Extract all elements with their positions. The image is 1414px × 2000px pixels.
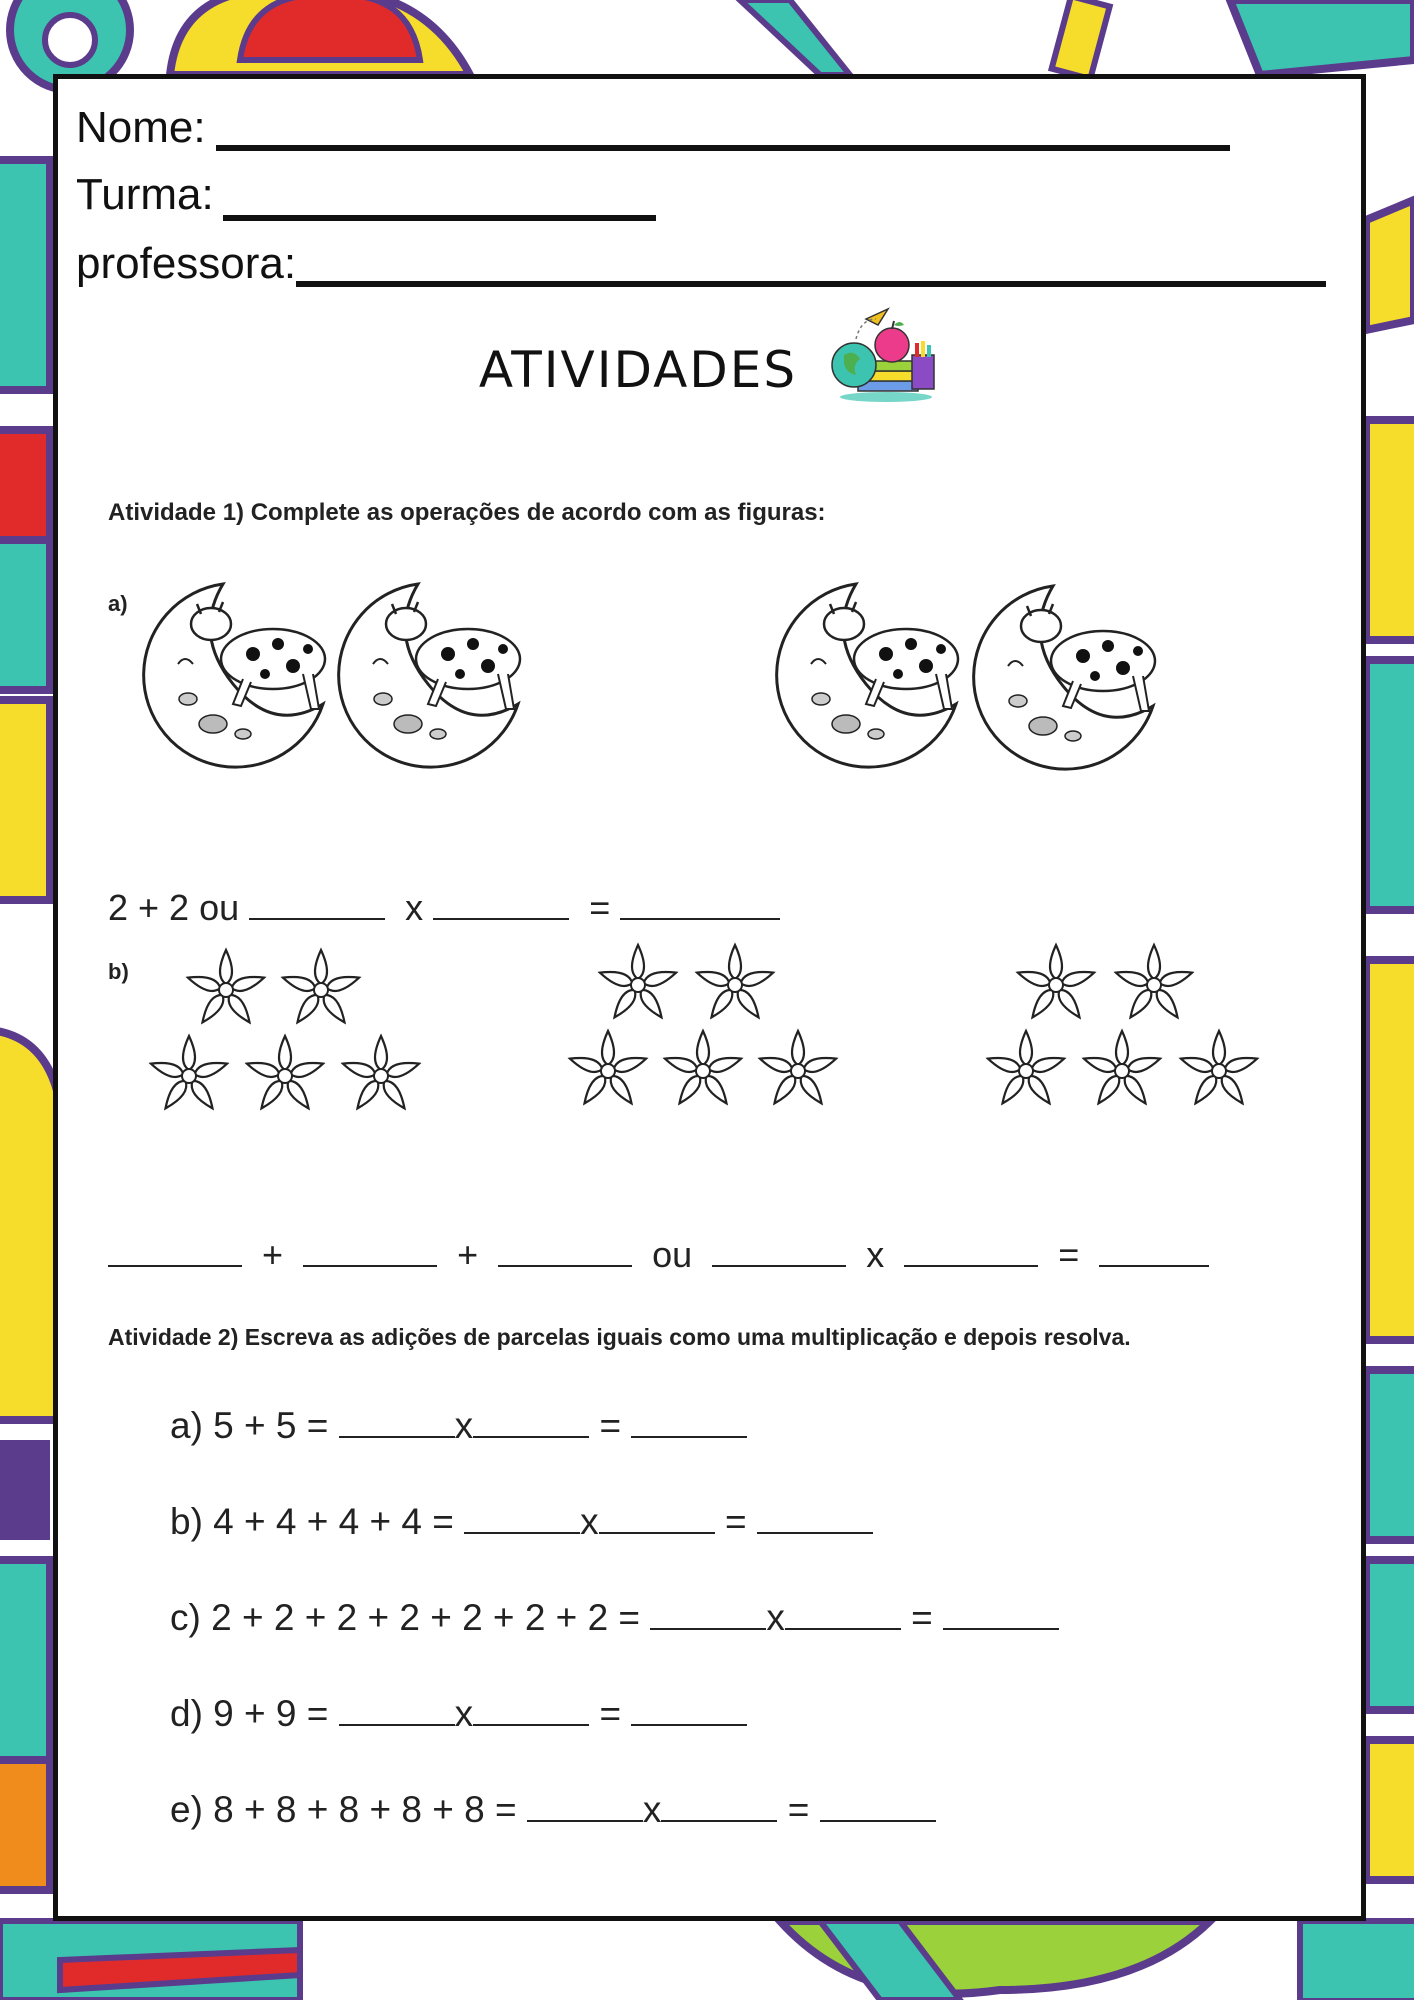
item-a-text: a) 5 + 5 = xyxy=(170,1405,329,1446)
item-b-blank-2[interactable] xyxy=(599,1502,715,1534)
class-label: Turma: xyxy=(76,170,214,219)
b-blank-6[interactable] xyxy=(1099,1235,1209,1267)
a-eq-start: 2 + 2 ou xyxy=(108,887,240,928)
b-equals: = xyxy=(1058,1234,1080,1275)
b-times: x xyxy=(866,1234,885,1275)
page-title: ATIVIDADES xyxy=(478,341,798,399)
item-a-blank-2[interactable] xyxy=(473,1406,589,1438)
activity1-b-label: b) xyxy=(108,959,129,984)
name-label: Nome: xyxy=(76,103,206,152)
activity2-item-d xyxy=(170,1693,747,1735)
item-e-equals: = xyxy=(787,1789,810,1830)
item-d-blank-2[interactable] xyxy=(473,1694,589,1726)
b-blank-3[interactable] xyxy=(498,1235,632,1267)
b-blank-2[interactable] xyxy=(303,1235,437,1267)
activity2-item-a xyxy=(170,1405,747,1447)
item-c-blank-3[interactable] xyxy=(943,1598,1059,1630)
item-c-blank-1[interactable] xyxy=(650,1598,766,1630)
a-blank-2[interactable] xyxy=(433,888,569,920)
item-a-blank-1[interactable] xyxy=(339,1406,455,1438)
a-times: x xyxy=(405,887,424,928)
activity1-a-label: a) xyxy=(108,591,128,616)
b-plus-2: + xyxy=(457,1234,479,1275)
b-or: ou xyxy=(652,1234,693,1275)
name-line[interactable] xyxy=(216,145,1230,151)
item-e-blank-1[interactable] xyxy=(527,1790,643,1822)
item-d-text: d) 9 + 9 = xyxy=(170,1693,329,1734)
item-a-blank-3[interactable] xyxy=(631,1406,747,1438)
item-c-blank-2[interactable] xyxy=(785,1598,901,1630)
a-blank-1[interactable] xyxy=(249,888,385,920)
item-b-text: b) 4 + 4 + 4 + 4 = xyxy=(170,1501,454,1542)
b-plus-1: + xyxy=(262,1234,284,1275)
item-d-times: x xyxy=(454,1693,474,1734)
teacher-line[interactable] xyxy=(296,281,1326,287)
item-a-times: x xyxy=(454,1405,474,1446)
item-e-times: x xyxy=(642,1789,662,1830)
activity2-item-e xyxy=(170,1789,936,1831)
item-c-equals: = xyxy=(911,1597,933,1638)
item-d-blank-3[interactable] xyxy=(631,1694,747,1726)
b-blank-5[interactable] xyxy=(904,1235,1038,1267)
item-d-blank-1[interactable] xyxy=(339,1694,455,1726)
item-d-equals: = xyxy=(599,1693,622,1734)
b-blank-1[interactable] xyxy=(108,1235,242,1267)
item-c-times: x xyxy=(766,1597,785,1638)
item-e-blank-2[interactable] xyxy=(661,1790,777,1822)
item-c-text: c) 2 + 2 + 2 + 2 + 2 + 2 + 2 = xyxy=(170,1597,641,1638)
activity2-item-c xyxy=(170,1597,1059,1639)
activity1-b-equation xyxy=(108,1234,1209,1276)
item-e-blank-3[interactable] xyxy=(820,1790,936,1822)
school-supplies-icon xyxy=(826,299,938,409)
b-blank-4[interactable] xyxy=(712,1235,846,1267)
worksheet-page xyxy=(53,74,1366,1921)
flower-illustrations xyxy=(118,929,1338,1179)
item-b-blank-1[interactable] xyxy=(464,1502,580,1534)
a-blank-3[interactable] xyxy=(620,888,780,920)
item-b-blank-3[interactable] xyxy=(757,1502,873,1534)
item-b-equals: = xyxy=(724,1501,747,1542)
item-e-text: e) 8 + 8 + 8 + 8 + 8 = xyxy=(170,1789,517,1830)
item-a-equals: = xyxy=(599,1405,622,1446)
a-equals: = xyxy=(589,887,611,928)
item-b-times: x xyxy=(580,1501,599,1542)
activity2-item-b xyxy=(170,1501,873,1543)
activity1-a-equation xyxy=(108,887,780,929)
teacher-label: professora: xyxy=(76,239,297,288)
cow-moon-illustrations xyxy=(153,574,1253,774)
activity1-instruction: Atividade 1) Complete as operações de acordo com as figuras: xyxy=(108,499,826,526)
class-line[interactable] xyxy=(223,215,656,221)
activity2-instruction: Atividade 2) Escreva as adições de parcelas iguais como uma multiplicação e depois resolva. xyxy=(108,1324,1131,1350)
